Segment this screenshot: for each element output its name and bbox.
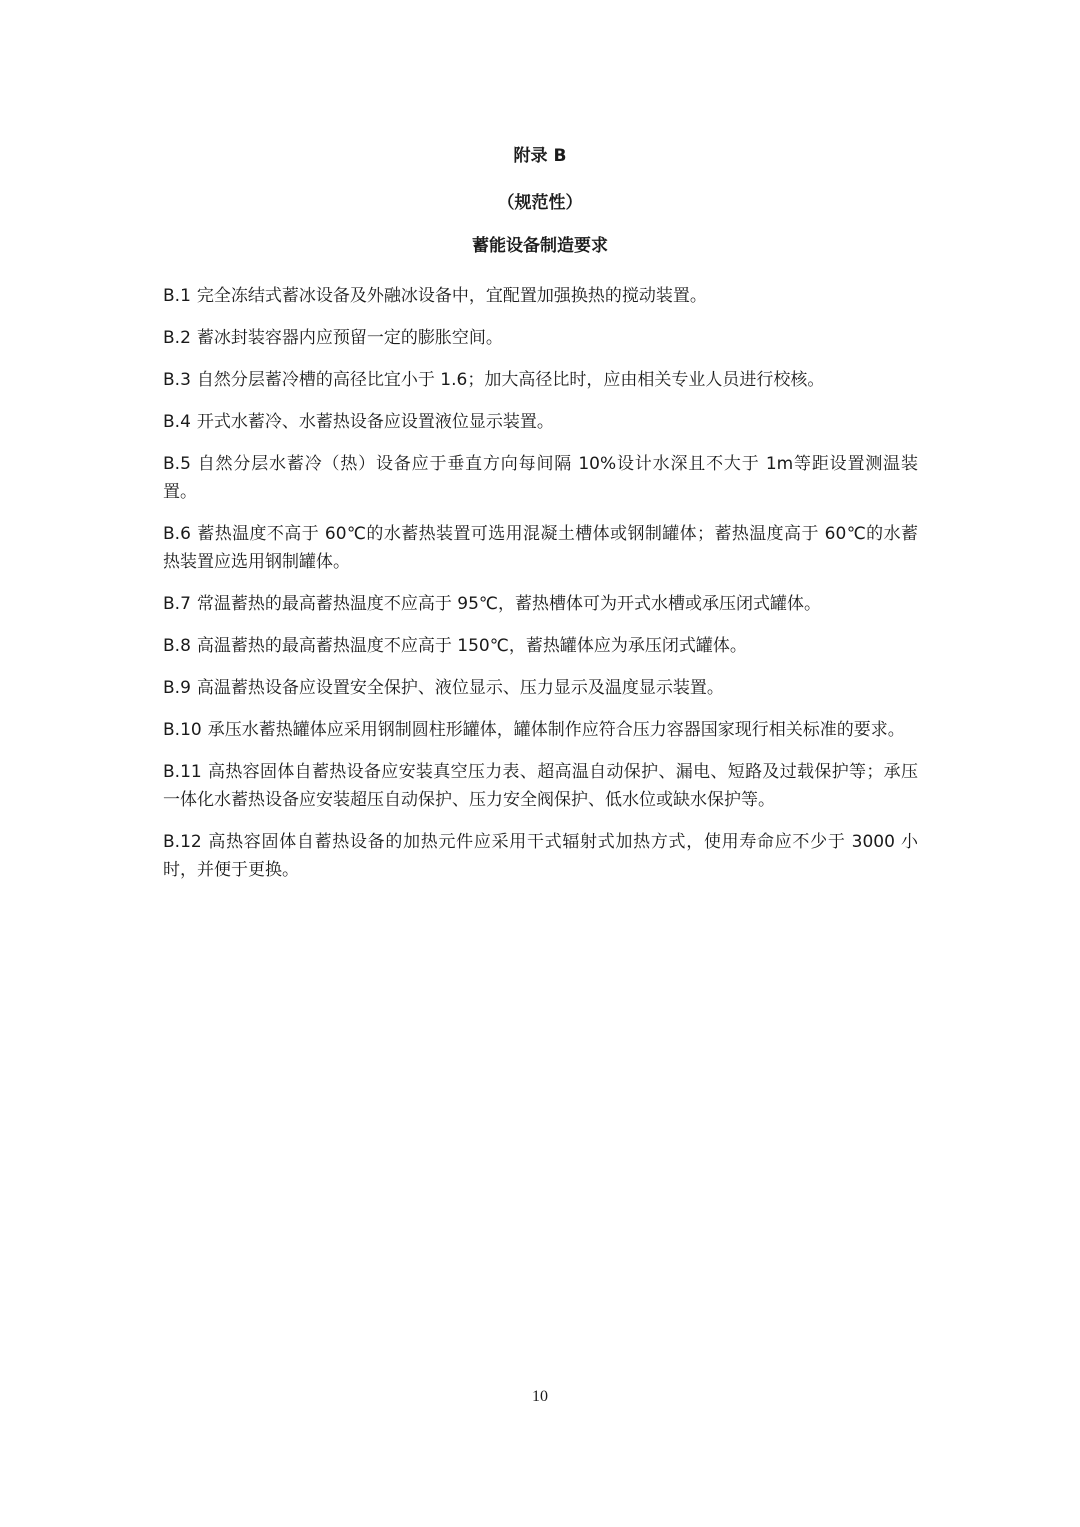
clause-b11 xyxy=(163,758,918,814)
clause-number: B.5 xyxy=(163,454,191,474)
clause-b1 xyxy=(163,282,918,310)
appendix-type: （规范性） xyxy=(497,193,583,213)
clause-b8 xyxy=(163,632,918,660)
clause-number: B.10 xyxy=(163,720,202,740)
clause-text: 蓄热温度不高于 60℃的水蓄热装置可选用混凝土槽体或钢制罐体；蓄热温度高于 60℃的水蓄热装置应选用钢制罐体。 xyxy=(163,524,918,572)
clause-number: B.7 xyxy=(163,594,191,614)
clause-number: B.4 xyxy=(163,412,191,432)
clause-text: 蓄冰封装容器内应预留一定的膨胀空间。 xyxy=(196,328,503,348)
clause-text: 自然分层水蓄冷（热）设备应于垂直方向每间隔 10%设计水深且不大于 1m等距设置测温装置。 xyxy=(163,454,918,502)
clause-text: 高温蓄热的最高蓄热温度不应高于 150℃，蓄热罐体应为承压闭式罐体。 xyxy=(196,636,747,656)
clause-b3 xyxy=(163,366,918,394)
clause-text: 高热容固体自蓄热设备应安装真空压力表、超高温自动保护、漏电、短路及过载保护等；承压一体化水蓄热设备应安装超压自动保护、压力安全阀保护、低水位或缺水保护等。 xyxy=(163,762,918,810)
clause-number: B.6 xyxy=(163,524,191,544)
clause-number: B.12 xyxy=(163,832,202,852)
clause-b9 xyxy=(163,674,918,702)
page-number: 10 xyxy=(532,1388,548,1405)
appendix-title: 附录 B xyxy=(513,146,567,166)
clause-b7 xyxy=(163,590,918,618)
clause-text: 开式水蓄冷、水蓄热设备应设置液位显示装置。 xyxy=(196,412,554,432)
clause-list xyxy=(163,282,918,898)
clause-number: B.2 xyxy=(163,328,191,348)
clause-number: B.9 xyxy=(163,678,191,698)
clause-text: 高热容固体自蓄热设备的加热元件应采用干式辐射式加热方式，使用寿命应不少于 3000 小时，并便于更换。 xyxy=(163,832,918,880)
clause-text: 承压水蓄热罐体应采用钢制圆柱形罐体，罐体制作应符合压力容器国家现行相关标准的要求。 xyxy=(207,720,905,740)
clause-number: B.1 xyxy=(163,286,191,306)
clause-b10 xyxy=(163,716,918,744)
clause-text: 常温蓄热的最高蓄热温度不应高于 95℃，蓄热槽体可为开式水槽或承压闭式罐体。 xyxy=(196,594,822,614)
appendix-subject: 蓄能设备制造要求 xyxy=(472,236,608,256)
clause-text: 自然分层蓄冷槽的高径比宜小于 1.6；加大高径比时，应由相关专业人员进行校核。 xyxy=(196,370,825,390)
clause-b5 xyxy=(163,450,918,506)
clause-text: 完全冻结式蓄冰设备及外融冰设备中，宜配置加强换热的搅动装置。 xyxy=(196,286,707,306)
clause-number: B.11 xyxy=(163,762,202,782)
clause-number: B.8 xyxy=(163,636,191,656)
clause-b12 xyxy=(163,828,918,884)
clause-b2 xyxy=(163,324,918,352)
clause-text: 高温蓄热设备应设置安全保护、液位显示、压力显示及温度显示装置。 xyxy=(196,678,724,698)
clause-b6 xyxy=(163,520,918,576)
clause-b4 xyxy=(163,408,918,436)
clause-number: B.3 xyxy=(163,370,191,390)
